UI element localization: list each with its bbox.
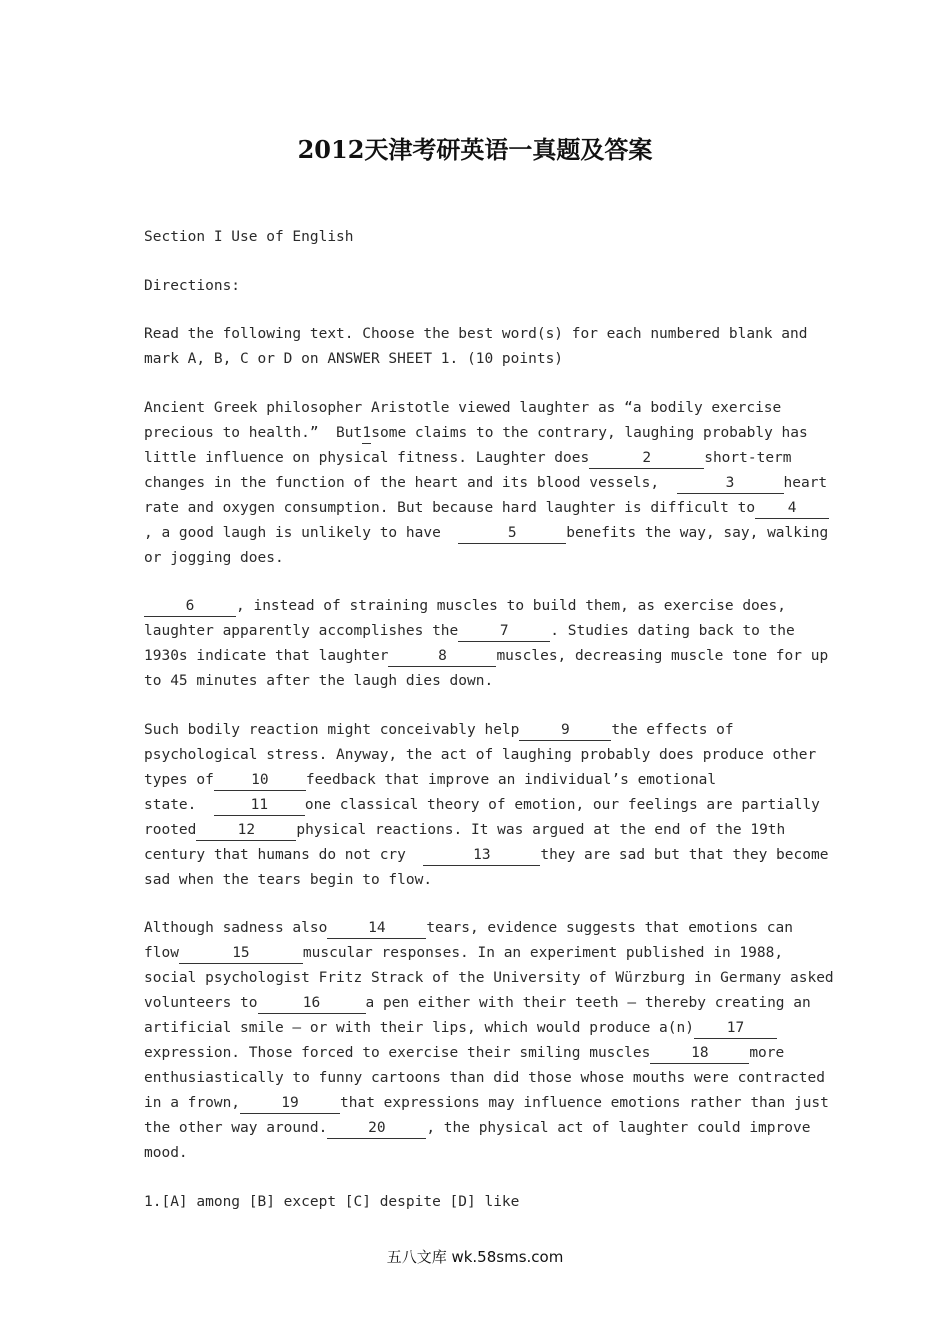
instruction-line: mark A, B, C or D on ANSWER SHEET 1. (10 points) bbox=[144, 351, 564, 367]
blank-20: 20 bbox=[327, 1119, 426, 1139]
passage-line: volunteers to 16 a pen either with their teeth – thereby creating an bbox=[144, 991, 814, 1016]
blank-2: 2 bbox=[589, 449, 704, 469]
blank-10: 10 bbox=[214, 771, 306, 791]
passage-line: psychological stress. Anyway, the act of laughing probably does produce other bbox=[144, 746, 817, 763]
blank-12: 12 bbox=[196, 821, 296, 841]
blank-7: 7 bbox=[458, 622, 550, 642]
instructions bbox=[144, 322, 814, 372]
blank-4: 4 bbox=[755, 499, 829, 519]
passage-line: little influence on physical fitness. Laughter does 2 short-term bbox=[144, 446, 814, 471]
passage-line: 1930s indicate that laughter 8 muscles, decreasing muscle tone for up bbox=[144, 644, 814, 669]
document-title: 2012天津考研英语一真题及答案 bbox=[297, 135, 653, 164]
passage-paragraph-3 bbox=[144, 718, 829, 893]
blank-8: 8 bbox=[388, 647, 496, 667]
passage-line: 6 , instead of straining muscles to build them, as exercise does, bbox=[144, 594, 814, 619]
passage-line: rooted 12 physical reactions. It was argued at the end of the 19th bbox=[144, 818, 814, 843]
passage-line: Such bodily reaction might conceivably help 9 the effects of bbox=[144, 718, 814, 743]
blank-15: 15 bbox=[179, 944, 303, 964]
passage-line: , a good laugh is unlikely to have 5 benefits the way, say, walking bbox=[144, 521, 814, 546]
passage-line: social psychologist Fritz Strack of the University of Würzburg in Germany asked bbox=[144, 970, 834, 986]
blank-17: 17 bbox=[694, 1019, 777, 1039]
blank-16: 16 bbox=[258, 994, 366, 1014]
blank-14: 14 bbox=[327, 919, 426, 939]
instruction-line: Read the following text. Choose the best word(s) for each numbered blank and bbox=[144, 326, 808, 342]
passage-line: mood. bbox=[144, 1145, 188, 1161]
blank-3: 3 bbox=[677, 474, 784, 494]
passage-line: artificial smile – or with their lips, which would produce a(n) 17 bbox=[144, 1016, 814, 1041]
blank-5: 5 bbox=[458, 524, 566, 544]
section-heading: Section I Use of English bbox=[144, 229, 354, 245]
blank-13: 13 bbox=[423, 846, 540, 866]
blank-18: 18 bbox=[650, 1044, 749, 1064]
passage-line: enthusiastically to funny cartoons than did those whose mouths were contracted bbox=[144, 1070, 825, 1086]
blank-9: 9 bbox=[519, 721, 611, 741]
passage-line: Although sadness also 14 tears, evidence suggests that emotions can bbox=[144, 916, 814, 941]
passage-line: Ancient Greek philosopher Aristotle viewed laughter as “a bodily exercise bbox=[144, 399, 782, 416]
blank-19: 19 bbox=[240, 1094, 340, 1114]
blank-11: 11 bbox=[214, 796, 305, 816]
passage-line: changes in the function of the heart and its blood vessels, 3 heart bbox=[144, 471, 814, 496]
passage-line: the other way around. 20 , the physical act of laughter could improve bbox=[144, 1116, 814, 1141]
passage-line: or jogging does. bbox=[144, 549, 284, 566]
passage-paragraph-4 bbox=[144, 916, 834, 1166]
passage-line: types of 10 feedback that improve an individual’s emotional bbox=[144, 768, 814, 793]
passage-paragraph-1 bbox=[144, 396, 829, 571]
passage-line: in a frown, 19 that expressions may influence emotions rather than just bbox=[144, 1091, 814, 1116]
passage-line: sad when the tears begin to flow. bbox=[144, 871, 433, 888]
passage-line: rate and oxygen consumption. But because hard laughter is difficult to 4 bbox=[144, 496, 814, 521]
passage-line: flow 15 muscular responses. In an experiment published in 1988, bbox=[144, 941, 814, 966]
passage-line: laughter apparently accomplishes the 7 . Studies dating back to the bbox=[144, 619, 814, 644]
passage-line: precious to health.” But1some claims to the contrary, laughing probably has bbox=[144, 421, 814, 446]
footer-watermark: 五八文库 wk.58sms.com bbox=[386, 1248, 564, 1266]
directions-label: Directions: bbox=[144, 277, 241, 294]
blank-6: 6 bbox=[144, 597, 236, 617]
blank-1: 1 bbox=[362, 424, 371, 444]
passage-line: state. 11 one classical theory of emotion, our feelings are partially bbox=[144, 793, 814, 818]
passage-paragraph-2 bbox=[144, 594, 829, 694]
passage-line: expression. Those forced to exercise their smiling muscles 18 more bbox=[144, 1041, 814, 1066]
question-1: 1.[A] among [B] except [C] despite [D] like bbox=[144, 1193, 520, 1210]
document-body bbox=[144, 225, 834, 1238]
passage-line: century that humans do not cry 13 they are sad but that they become bbox=[144, 843, 814, 868]
passage-line: to 45 minutes after the laugh dies down. bbox=[144, 673, 494, 689]
